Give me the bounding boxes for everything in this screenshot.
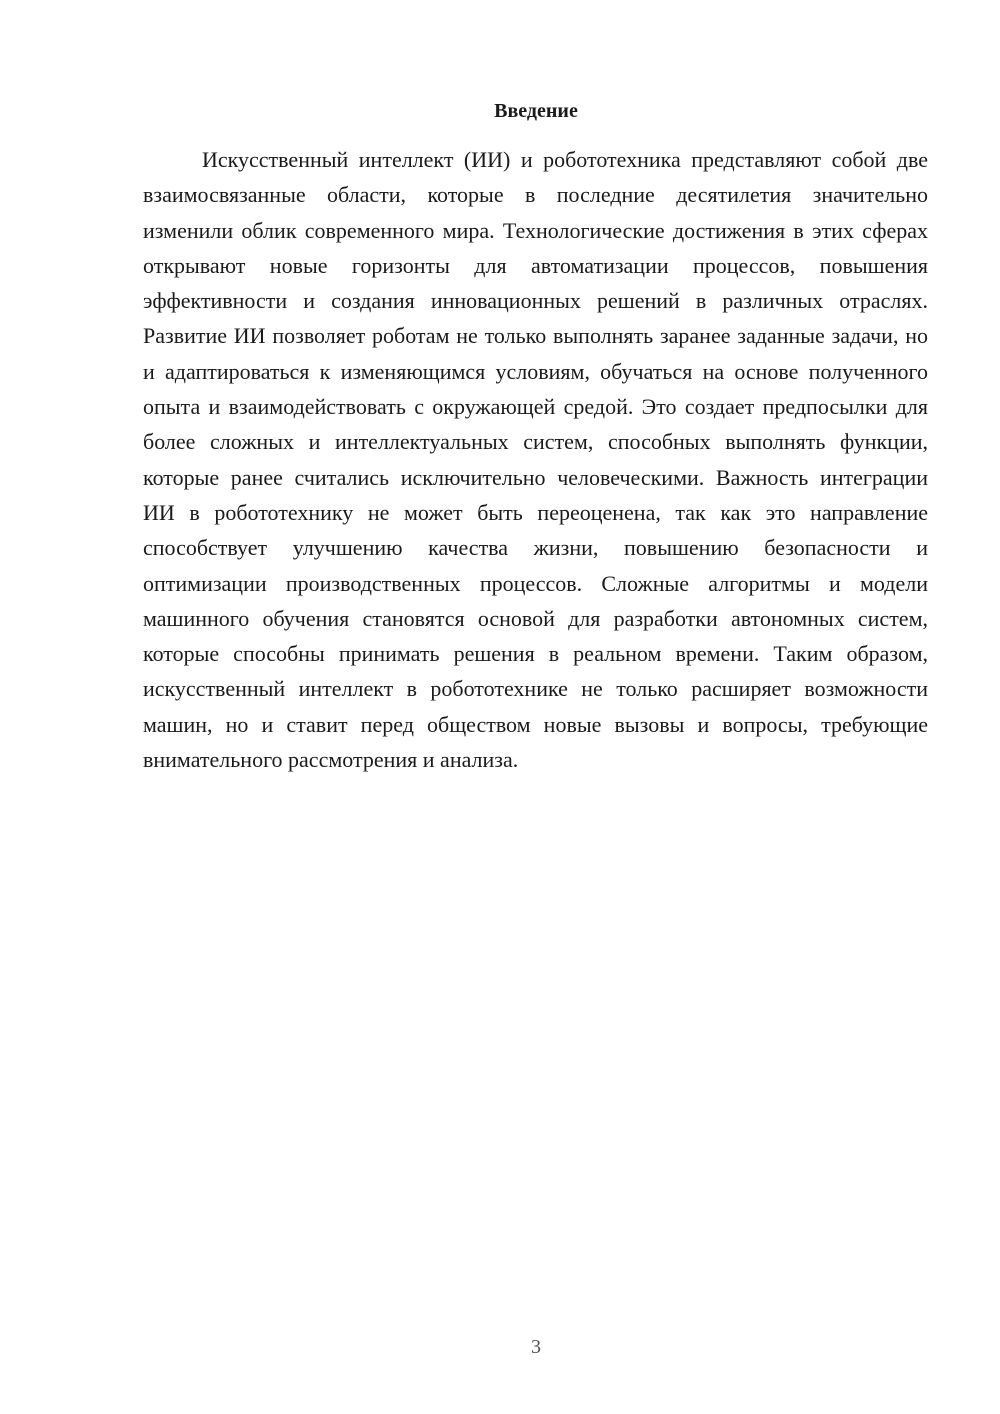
page-number: 3: [531, 1336, 541, 1358]
section-heading: Введение: [494, 100, 578, 122]
body-paragraph: Искусственный интеллект (ИИ) и робототехника представляют собой две взаимосвязанные области, которые в последние десятилетия значительно изменили облик современного мира. Технологические достижения в этих сферах открывают новые горизонты для автоматизации процессов, повышения эффективности и создания инновационных решений в различных отраслях. Развитие ИИ позволяет роботам не только выполнять заранее заданные задачи, но и адаптироваться к изменяющимся условиям, обучаться на основе полученного опыта и взаимодействовать с окружающей средой. Это создает предпосылки для более сложных и интеллектуальных систем, способных выполнять функции, которые ранее считались исключительно человеческими. Важность интеграции ИИ в робототехнику не может быть переоценена, так как это направление способствует улучшению качества жизни, повышению безопасности и оптимизации производственных процессов. Сложные алгоритмы и модели машинного обучения становятся основой для разработки автономных систем, которые способны принимать решения в реальном времени. Таким образом, искусственный интеллект в робототехнике не только расширяет возможности машин, но и ставит перед обществом новые вызовы и вопросы, требующие внимательного рассмотрения и анализа.: [143, 147, 928, 773]
